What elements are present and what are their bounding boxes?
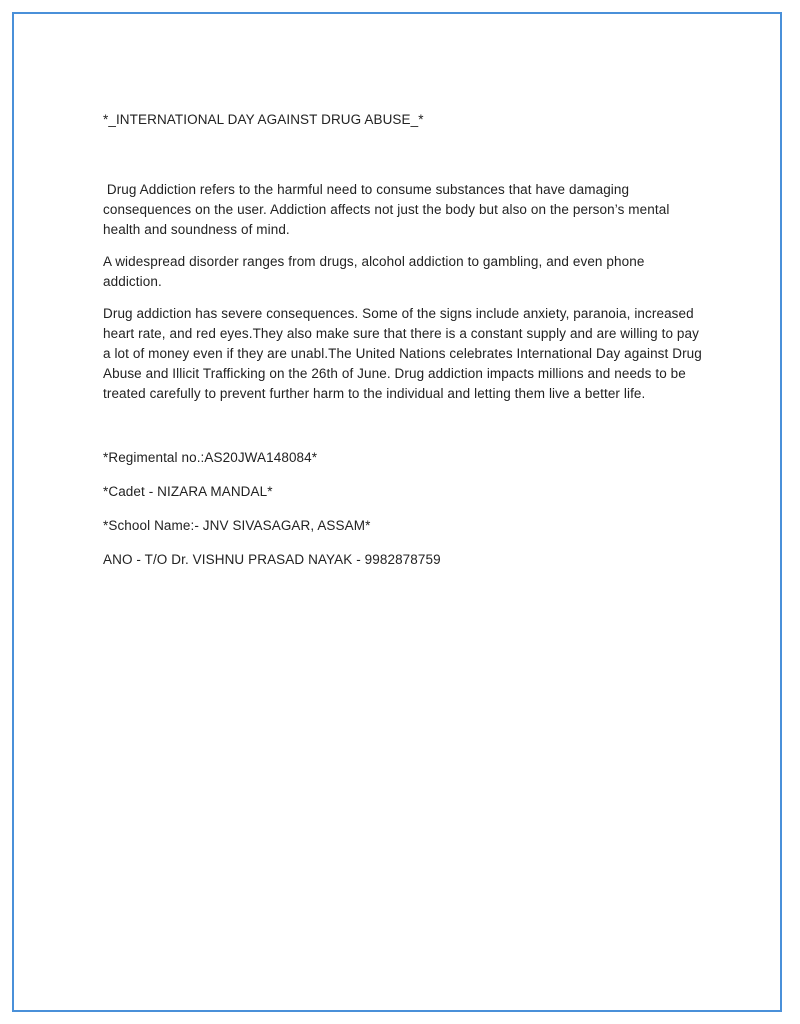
cadet-name: *Cadet - NIZARA MANDAL*: [103, 484, 273, 499]
ano-contact: ANO - T/O Dr. VISHNU PRASAD NAYAK - 9982878759: [103, 552, 441, 567]
paragraph-addiction-definition: Drug Addiction refers to the harmful need to consume substances that have damaging consequences on the user. Addiction affects not just the body but also on the person’s mental health and soundness of mind.: [103, 182, 674, 237]
regimental-number: *Regimental no.:AS20JWA148084*: [103, 450, 318, 465]
document-title: *_INTERNATIONAL DAY AGAINST DRUG ABUSE_*: [103, 112, 424, 127]
school-name: *School Name:- JNV SIVASAGAR, ASSAM*: [103, 518, 371, 533]
paragraph-consequences: Drug addiction has severe consequences. Some of the signs include anxiety, paranoia, increased heart rate, and red eyes.They also make sure that there is a constant supply and are willing to pay a lot of money even if they are unabl.The United Nations celebrates International Day against Drug Abuse and Illicit Trafficking on the 26th of June. Drug addiction impacts millions and needs to be treated carefully to prevent further harm to the individual and letting them live a better life.: [103, 306, 702, 401]
document-page: [12, 12, 782, 1012]
paragraph-widespread-disorder: A widespread disorder ranges from drugs, alcohol addiction to gambling, and even phone addiction.: [103, 254, 645, 289]
document-content: [103, 110, 703, 584]
author-details: [103, 448, 703, 570]
